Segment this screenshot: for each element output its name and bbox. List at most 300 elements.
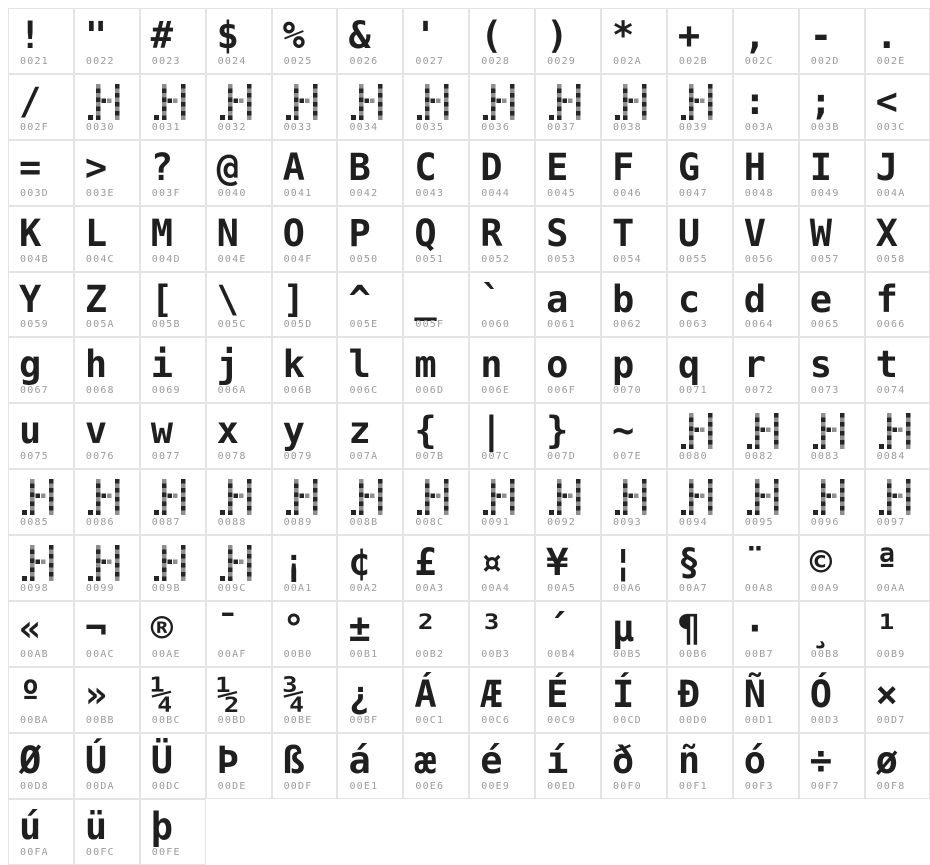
glyph-cell[interactable] — [865, 206, 930, 272]
glyph-cell[interactable] — [206, 140, 272, 206]
glyph-cell[interactable] — [667, 8, 733, 74]
glyph: ð — [612, 738, 635, 782]
glyph-code: 0031 — [151, 121, 181, 133]
glyph-cell[interactable] — [799, 272, 865, 338]
glyph: á — [348, 738, 371, 782]
glyph: _ — [414, 277, 437, 321]
glyph-cell[interactable] — [535, 272, 601, 338]
glyph-cell[interactable] — [865, 272, 930, 338]
glyph-cell[interactable] — [8, 140, 74, 206]
glyph: x — [216, 409, 239, 453]
glyph-cell[interactable] — [865, 601, 930, 667]
glyph-code: 0087 — [151, 517, 181, 529]
glyph-cell[interactable] — [733, 206, 799, 272]
glyph-cell[interactable] — [140, 601, 206, 667]
glyph-cell[interactable] — [865, 667, 930, 733]
notdef-glyph-icon — [747, 413, 783, 451]
glyph-cell[interactable] — [601, 74, 667, 140]
glyph: R — [480, 211, 503, 255]
glyph: # — [150, 14, 174, 57]
glyph: P — [348, 211, 371, 255]
glyph: d — [743, 277, 767, 321]
glyph: ? — [150, 145, 174, 189]
glyph-cell[interactable] — [469, 469, 535, 535]
glyph-code: 0082 — [744, 451, 774, 463]
glyph-cell[interactable] — [403, 272, 469, 338]
glyph: : — [743, 79, 767, 123]
glyph: ¥ — [546, 541, 569, 585]
glyph: ´ — [546, 607, 569, 651]
glyph-cell[interactable] — [140, 469, 206, 535]
glyph-code: 00CD — [613, 714, 642, 726]
glyph-cell[interactable] — [337, 469, 403, 535]
glyph: ® — [150, 607, 174, 651]
glyph-cell[interactable] — [469, 403, 535, 469]
glyph-cell[interactable] — [272, 74, 338, 140]
glyph-cell[interactable] — [140, 8, 206, 74]
glyph-cell[interactable] — [799, 403, 865, 469]
glyph-code: 0023 — [151, 55, 181, 67]
glyph-cell[interactable] — [865, 337, 930, 403]
glyph-cell[interactable] — [667, 272, 733, 338]
notdef-glyph-icon — [417, 479, 453, 517]
glyph-cell[interactable] — [272, 8, 338, 74]
glyph: Þ — [216, 738, 239, 782]
glyph-code: 0046 — [613, 187, 642, 199]
glyph-cell[interactable] — [74, 535, 140, 601]
glyph-cell[interactable] — [140, 799, 206, 865]
glyph: w — [150, 409, 174, 453]
glyph-cell[interactable] — [535, 601, 601, 667]
glyph-cell[interactable] — [8, 733, 74, 799]
glyph-code: 00D3 — [810, 714, 840, 726]
glyph-cell[interactable] — [8, 8, 74, 74]
glyph: l — [348, 343, 371, 387]
glyph-cell[interactable] — [469, 535, 535, 601]
glyph: ` — [480, 277, 503, 321]
glyph-cell[interactable] — [733, 601, 799, 667]
glyph-code: 00D8 — [20, 780, 49, 792]
glyph-cell[interactable] — [8, 272, 74, 338]
glyph-cell[interactable] — [140, 337, 206, 403]
glyph-cell[interactable] — [403, 601, 469, 667]
glyph-code: 0021 — [20, 55, 49, 67]
glyph: r — [743, 343, 767, 387]
glyph-cell[interactable] — [403, 8, 469, 74]
glyph: - — [809, 14, 832, 57]
notdef-glyph-icon — [549, 479, 585, 517]
glyph-code: 006C — [349, 385, 379, 397]
glyph-cell[interactable] — [865, 74, 930, 140]
glyph-cell[interactable] — [140, 535, 206, 601]
glyph-cell[interactable] — [469, 74, 535, 140]
glyph-cell[interactable] — [8, 206, 74, 272]
glyph-cell[interactable] — [535, 733, 601, 799]
glyph-cell[interactable] — [667, 667, 733, 733]
glyph-cell[interactable] — [601, 469, 667, 535]
glyph-cell[interactable] — [865, 469, 930, 535]
glyph-code: 0093 — [613, 517, 642, 529]
glyph-cell[interactable] — [601, 535, 667, 601]
glyph-cell[interactable] — [337, 601, 403, 667]
glyph-cell[interactable] — [206, 601, 272, 667]
notdef-glyph-icon — [220, 545, 256, 583]
glyph-cell[interactable] — [667, 469, 733, 535]
glyph-cell[interactable] — [206, 733, 272, 799]
glyph-code: 0065 — [810, 319, 840, 331]
glyph-cell[interactable] — [272, 403, 338, 469]
glyph-cell[interactable] — [403, 535, 469, 601]
glyph-cell[interactable] — [206, 8, 272, 74]
glyph-code: 007A — [349, 451, 379, 463]
glyph: D — [480, 145, 503, 189]
glyph-code: 00A9 — [810, 583, 840, 595]
glyph-code: 0094 — [678, 517, 708, 529]
glyph-cell[interactable] — [733, 535, 799, 601]
glyph-code: 00F3 — [744, 780, 774, 792]
glyph-code: 004B — [20, 253, 49, 265]
glyph-cell[interactable] — [74, 601, 140, 667]
glyph-cell[interactable] — [272, 272, 338, 338]
glyph: ¶ — [677, 607, 701, 651]
glyph-cell[interactable] — [272, 206, 338, 272]
glyph-cell[interactable] — [337, 140, 403, 206]
glyph-code: 006B — [283, 385, 313, 397]
glyph-cell[interactable] — [799, 206, 865, 272]
glyph-cell[interactable] — [865, 535, 930, 601]
glyph-cell[interactable] — [206, 403, 272, 469]
glyph-code: 0059 — [20, 319, 49, 331]
glyph: I — [809, 145, 832, 189]
glyph-cell[interactable] — [74, 469, 140, 535]
glyph-cell[interactable] — [535, 74, 601, 140]
glyph-cell[interactable] — [667, 206, 733, 272]
notdef-glyph-icon — [879, 413, 915, 451]
glyph-cell[interactable] — [799, 733, 865, 799]
glyph-cell[interactable] — [337, 272, 403, 338]
glyph-cell[interactable] — [140, 403, 206, 469]
glyph-code: 00FC — [85, 846, 115, 858]
glyph-cell[interactable] — [799, 601, 865, 667]
glyph-code: 00B5 — [613, 648, 642, 660]
glyph-cell[interactable] — [140, 74, 206, 140]
glyph-cell[interactable] — [733, 337, 799, 403]
glyph: T — [612, 211, 635, 255]
glyph-cell[interactable] — [535, 469, 601, 535]
glyph-code: 0076 — [85, 451, 115, 463]
glyph-cell[interactable] — [601, 667, 667, 733]
glyph-cell[interactable] — [206, 206, 272, 272]
glyph-code: 0060 — [481, 319, 511, 331]
glyph: e — [809, 277, 832, 321]
glyph-cell[interactable] — [272, 667, 338, 733]
glyph: j — [216, 343, 239, 387]
glyph-cell[interactable] — [8, 403, 74, 469]
notdef-glyph-icon — [417, 84, 453, 122]
glyph-cell[interactable] — [337, 667, 403, 733]
glyph-cell[interactable] — [535, 667, 601, 733]
glyph-cell[interactable] — [601, 272, 667, 338]
glyph-cell[interactable] — [469, 337, 535, 403]
notdef-glyph-icon — [879, 479, 915, 517]
glyph-cell[interactable] — [535, 206, 601, 272]
glyph: Á — [414, 672, 437, 716]
glyph-cell[interactable] — [865, 140, 930, 206]
glyph-code: 006D — [415, 385, 445, 397]
glyph-cell[interactable] — [140, 733, 206, 799]
glyph: m — [414, 343, 437, 387]
glyph-cell[interactable] — [601, 403, 667, 469]
glyph: / — [19, 79, 42, 123]
glyph-cell[interactable] — [733, 403, 799, 469]
glyph-code: 0092 — [547, 517, 577, 529]
glyph-cell[interactable] — [535, 337, 601, 403]
glyph-cell[interactable] — [272, 469, 338, 535]
glyph-cell[interactable] — [140, 667, 206, 733]
glyph-code: 00A7 — [678, 583, 708, 595]
glyph-cell[interactable] — [74, 140, 140, 206]
glyph: ' — [414, 14, 437, 57]
glyph: ß — [282, 738, 305, 782]
glyph-code: 006E — [481, 385, 511, 397]
glyph-cell[interactable] — [337, 535, 403, 601]
notdef-glyph-icon — [88, 479, 124, 517]
glyph-cell[interactable] — [469, 206, 535, 272]
glyph: ü — [84, 804, 108, 848]
glyph-cell[interactable] — [799, 140, 865, 206]
glyph-cell[interactable] — [8, 667, 74, 733]
glyph-cell[interactable] — [206, 337, 272, 403]
glyph-cell[interactable] — [601, 8, 667, 74]
glyph-cell[interactable] — [74, 667, 140, 733]
glyph-code: 0054 — [613, 253, 642, 265]
glyph-cell[interactable] — [272, 601, 338, 667]
glyph-cell[interactable] — [74, 74, 140, 140]
glyph-cell[interactable] — [733, 667, 799, 733]
glyph-cell[interactable] — [8, 337, 74, 403]
glyph-code: 003F — [151, 187, 181, 199]
glyph-cell[interactable] — [865, 403, 930, 469]
glyph-cell[interactable] — [206, 667, 272, 733]
glyph-cell[interactable] — [403, 337, 469, 403]
glyph-cell[interactable] — [799, 535, 865, 601]
glyph-cell[interactable] — [8, 601, 74, 667]
glyph: { — [414, 409, 437, 453]
glyph-code: 006A — [217, 385, 247, 397]
glyph: = — [19, 145, 42, 189]
glyph: K — [19, 211, 42, 255]
glyph-cell[interactable] — [74, 733, 140, 799]
glyph-code: 0071 — [678, 385, 708, 397]
glyph-cell[interactable] — [8, 74, 74, 140]
glyph-cell[interactable] — [799, 74, 865, 140]
glyph-code: 009B — [151, 583, 181, 595]
glyph-code: 0070 — [613, 385, 642, 397]
glyph-cell[interactable] — [337, 74, 403, 140]
glyph-cell[interactable] — [206, 74, 272, 140]
glyph: < — [875, 79, 898, 123]
glyph-cell[interactable] — [403, 667, 469, 733]
glyph-code: 0095 — [744, 517, 774, 529]
glyph: © — [809, 541, 832, 585]
glyph-cell[interactable] — [733, 140, 799, 206]
glyph-code: 008B — [349, 517, 379, 529]
glyph-code: 00BC — [151, 714, 181, 726]
glyph-cell[interactable] — [535, 140, 601, 206]
glyph: ¼ — [150, 672, 174, 716]
glyph-cell[interactable] — [140, 140, 206, 206]
glyph-cell[interactable] — [733, 272, 799, 338]
glyph-cell[interactable] — [337, 403, 403, 469]
glyph-cell[interactable] — [337, 733, 403, 799]
glyph-code: 0047 — [678, 187, 708, 199]
glyph-cell[interactable] — [799, 337, 865, 403]
glyph-code: 008C — [415, 517, 445, 529]
glyph-cell[interactable] — [733, 74, 799, 140]
glyph: p — [612, 343, 635, 387]
glyph-code: 0049 — [810, 187, 840, 199]
notdef-glyph-icon — [22, 479, 58, 517]
glyph-cell[interactable] — [403, 733, 469, 799]
glyph: ² — [414, 607, 437, 651]
glyph-cell[interactable] — [469, 140, 535, 206]
glyph-cell[interactable] — [272, 337, 338, 403]
glyph-cell[interactable] — [601, 337, 667, 403]
glyph-code: 0052 — [481, 253, 511, 265]
glyph-code: 0064 — [744, 319, 774, 331]
glyph-code: 0089 — [283, 517, 313, 529]
glyph-code: 0086 — [85, 517, 115, 529]
glyph-cell[interactable] — [74, 403, 140, 469]
glyph-cell[interactable] — [140, 206, 206, 272]
glyph-cell[interactable] — [601, 601, 667, 667]
glyph-cell[interactable] — [74, 206, 140, 272]
glyph-cell[interactable] — [535, 535, 601, 601]
glyph-code: 005F — [415, 319, 445, 331]
glyph-cell[interactable] — [403, 140, 469, 206]
glyph-code: 0048 — [744, 187, 774, 199]
notdef-glyph-icon — [681, 84, 717, 122]
glyph-cell[interactable] — [601, 140, 667, 206]
glyph-code: 0056 — [744, 253, 774, 265]
glyph-code: 0083 — [810, 451, 840, 463]
glyph: O — [282, 211, 305, 255]
glyph-cell[interactable] — [469, 8, 535, 74]
glyph-code: 0062 — [613, 319, 642, 331]
glyph-code: 00AA — [876, 583, 906, 595]
glyph: ó — [743, 738, 767, 782]
glyph-code: 00DF — [283, 780, 313, 792]
glyph-code: 002E — [876, 55, 906, 67]
notdef-glyph-icon — [286, 84, 322, 122]
glyph-cell[interactable] — [535, 8, 601, 74]
glyph: ¨ — [743, 541, 767, 585]
glyph-cell[interactable] — [469, 272, 535, 338]
glyph: } — [546, 409, 569, 453]
glyph-code: 0028 — [481, 55, 511, 67]
glyph-cell[interactable] — [601, 206, 667, 272]
glyph-cell[interactable] — [535, 403, 601, 469]
glyph-cell[interactable] — [865, 733, 930, 799]
glyph-cell[interactable] — [337, 337, 403, 403]
glyph-cell[interactable] — [667, 535, 733, 601]
glyph-cell[interactable] — [206, 272, 272, 338]
glyph-cell[interactable] — [337, 8, 403, 74]
glyph-cell[interactable] — [272, 535, 338, 601]
glyph-cell[interactable] — [403, 469, 469, 535]
glyph-cell[interactable] — [799, 667, 865, 733]
glyph-code: 00D7 — [876, 714, 906, 726]
glyph-cell[interactable] — [469, 733, 535, 799]
glyph: í — [546, 738, 569, 782]
glyph-cell[interactable] — [667, 601, 733, 667]
glyph-cell[interactable] — [74, 8, 140, 74]
glyph-code: 006F — [547, 385, 577, 397]
glyph-code: 00D0 — [678, 714, 708, 726]
glyph-cell[interactable] — [206, 469, 272, 535]
glyph-cell[interactable] — [667, 140, 733, 206]
glyph-cell[interactable] — [206, 535, 272, 601]
glyph-cell[interactable] — [601, 733, 667, 799]
glyph-code: 004E — [217, 253, 247, 265]
glyph: S — [546, 211, 569, 255]
glyph-code: 00E6 — [415, 780, 445, 792]
glyph: z — [348, 409, 371, 453]
glyph-cell[interactable] — [74, 799, 140, 865]
glyph: \ — [216, 277, 239, 321]
glyph-cell[interactable] — [403, 206, 469, 272]
glyph-cell[interactable] — [667, 337, 733, 403]
glyph-cell[interactable] — [667, 74, 733, 140]
glyph-cell[interactable] — [799, 8, 865, 74]
glyph-cell[interactable] — [865, 8, 930, 74]
glyph-cell[interactable] — [733, 469, 799, 535]
glyph-cell[interactable] — [8, 469, 74, 535]
glyph: ¤ — [480, 541, 503, 585]
glyph-cell[interactable] — [403, 74, 469, 140]
glyph-cell[interactable] — [733, 733, 799, 799]
glyph-code: 00A3 — [415, 583, 445, 595]
glyph: þ — [150, 804, 174, 848]
glyph-code: 003E — [85, 187, 115, 199]
glyph-code: 0080 — [678, 451, 708, 463]
glyph-cell[interactable] — [74, 337, 140, 403]
glyph: @ — [216, 145, 239, 189]
glyph: ¦ — [612, 541, 635, 585]
glyph-cell[interactable] — [8, 535, 74, 601]
glyph-cell[interactable] — [469, 667, 535, 733]
glyph-cell[interactable] — [272, 140, 338, 206]
glyph-cell[interactable] — [667, 403, 733, 469]
glyph-cell[interactable] — [403, 403, 469, 469]
glyph-cell[interactable] — [733, 8, 799, 74]
glyph-cell[interactable] — [8, 799, 74, 865]
glyph-code: 0051 — [415, 253, 445, 265]
glyph-cell[interactable] — [272, 733, 338, 799]
glyph: n — [480, 343, 503, 387]
glyph-code: 00F0 — [613, 780, 642, 792]
glyph-code: 007B — [415, 451, 445, 463]
glyph: ø — [875, 738, 898, 782]
glyph-cell[interactable] — [140, 272, 206, 338]
glyph-cell[interactable] — [337, 206, 403, 272]
glyph-cell[interactable] — [799, 469, 865, 535]
glyph: Í — [612, 672, 635, 716]
glyph-cell[interactable] — [74, 272, 140, 338]
glyph-code: 00A5 — [547, 583, 577, 595]
glyph-cell[interactable] — [667, 733, 733, 799]
glyph-cell[interactable] — [469, 601, 535, 667]
